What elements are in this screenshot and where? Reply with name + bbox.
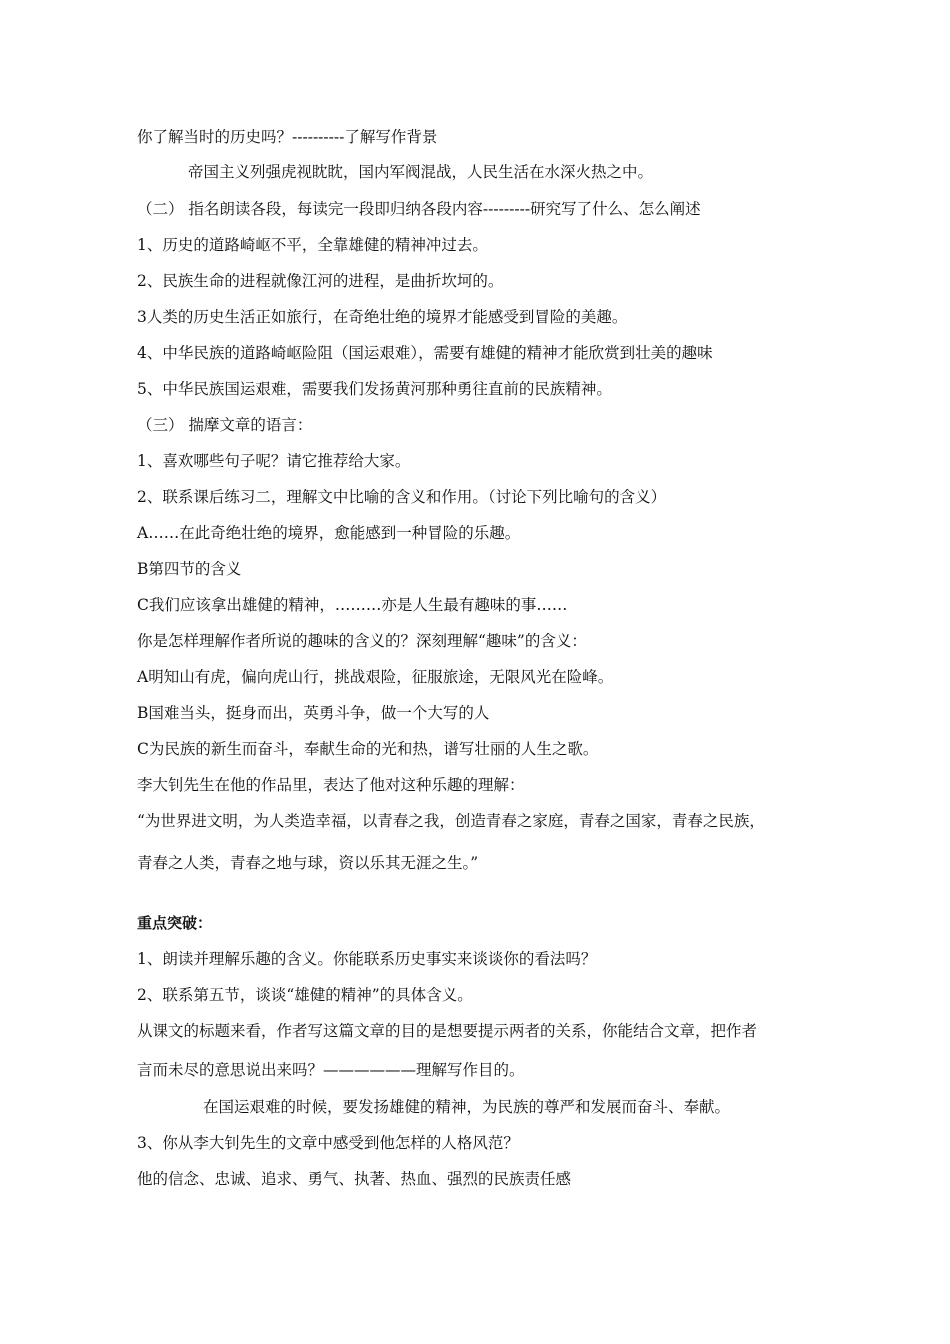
list-item: 2、民族生命的进程就像江河的进程，是曲折坎坷的。 bbox=[137, 272, 504, 290]
quote-line: 青春之人类，青春之地与球，资以乐其无涯之生。” bbox=[137, 854, 479, 872]
list-item: 4、中华民族的道路崎岖险阻（国运艰难），需要有雄健的精神才能欣赏到壮美的趣味 bbox=[137, 344, 713, 362]
section-heading: （三） 揣摩文章的语言： bbox=[137, 416, 313, 434]
list-item: 3人类的历史生活正如旅行，在奇绝壮绝的境界才能感受到冒险的美趣。 bbox=[137, 308, 628, 326]
text-line: 你了解当时的历史吗？----------了解写作背景 bbox=[137, 128, 438, 146]
list-item: C为民族的新生而奋斗，奉献生命的光和热，谱写壮丽的人生之歌。 bbox=[137, 740, 599, 758]
list-item: 2、联系课后练习二，理解文中比喻的含义和作用。（讨论下列比喻句的含义） bbox=[137, 488, 667, 506]
text-line: 李大钊先生在他的作品里，表达了他对这种乐趣的理解： bbox=[137, 776, 525, 794]
list-item: 3、你从李大钊先生的文章中感受到他怎样的人格风范？ bbox=[137, 1134, 519, 1152]
list-item: 1、喜欢哪些句子呢？请它推荐给大家。 bbox=[137, 452, 411, 470]
text-line: 你是怎样理解作者所说的趣味的含义的？深刻理解“趣味”的含义： bbox=[137, 632, 587, 650]
list-item: 1、朗读并理解乐趣的含义。你能联系历史事实来谈谈你的看法吗？ bbox=[137, 950, 597, 968]
list-item: B第四节的含义 bbox=[137, 560, 242, 578]
text-line: 他的信念、忠诚、追求、勇气、执著、热血、强烈的民族责任感 bbox=[137, 1170, 572, 1188]
text-line: 言而未尽的意思说出来吗？——————理解写作目的。 bbox=[137, 1061, 525, 1079]
list-item: B国难当头，挺身而出，英勇斗争，做一个大写的人 bbox=[137, 704, 490, 722]
list-item: A……在此奇绝壮绝的境界，愈能感到一种冒险的乐趣。 bbox=[137, 524, 521, 542]
text-line: 在国运艰难的时候，要发扬雄健的精神，为民族的尊严和发展而奋斗、奉献。 bbox=[203, 1098, 731, 1116]
section-heading: （二） 指名朗读各段，每读完一段即归纳各段内容---------研究写了什么、怎么阐述 bbox=[137, 200, 701, 218]
text-line: 从课文的标题来看，作者写这篇文章的目的是想要提示两者的关系，你能结合文章，把作者 bbox=[137, 1022, 758, 1040]
list-item: C我们应该拿出雄健的精神，………亦是人生最有趣味的事…… bbox=[137, 596, 568, 614]
key-points-heading: 重点突破： bbox=[137, 914, 213, 932]
list-item: A明知山有虎，偏向虎山行，挑战艰险，征服旅途，无限风光在险峰。 bbox=[137, 668, 614, 686]
list-item: 1、历史的道路崎岖不平，全靠雄健的精神冲过去。 bbox=[137, 236, 488, 254]
quote-line: “为世界进文明，为人类造幸福，以青春之我，创造青春之家庭，青春之国家，青春之民族， bbox=[137, 812, 765, 830]
text-line: 帝国主义列强虎视眈眈，国内军阀混战，人民生活在水深火热之中。 bbox=[188, 163, 654, 181]
list-item: 5、中华民族国运艰难，需要我们发扬黄河那种勇往直前的民族精神。 bbox=[137, 380, 612, 398]
list-item: 2、联系第五节，谈谈“雄健的精神”的具体含义。 bbox=[137, 986, 473, 1004]
